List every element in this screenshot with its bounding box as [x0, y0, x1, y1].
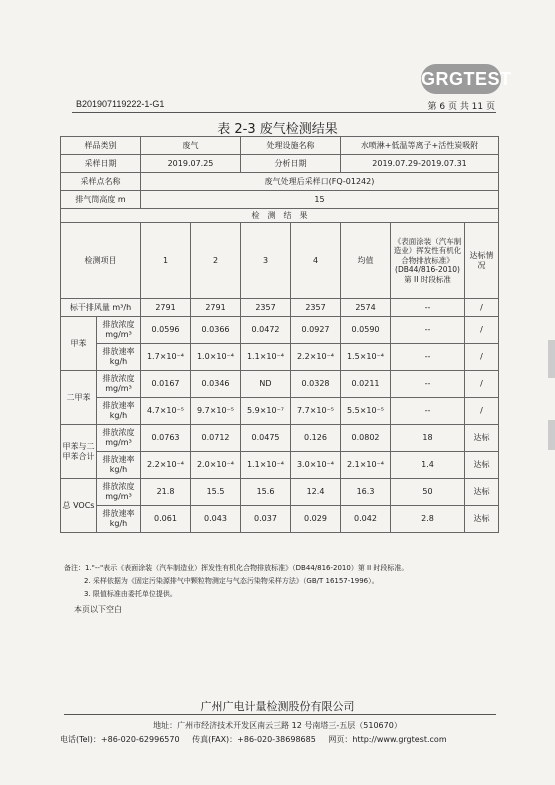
measurement-value: 1.1×10⁻⁴	[241, 344, 291, 371]
measurement-value: 2.2×10⁻⁴	[141, 452, 191, 479]
measurement-value: 3.0×10⁻⁴	[291, 452, 341, 479]
footer-company: 广州广电计量检测股份有限公司	[200, 700, 355, 713]
scan-edge-mark	[548, 340, 555, 378]
measurement-value: 0.043	[191, 506, 241, 533]
parameter-label: 排放浓度 mg/m³	[97, 317, 141, 344]
measurement-value: 16.3	[341, 479, 391, 506]
standard-limit: 50	[391, 479, 465, 506]
measurement-value: 1.1×10⁻⁴	[241, 452, 291, 479]
flow-value: 2357	[241, 299, 291, 317]
note-1: 备注：1."--"表示《表面涂装（汽车制造业）挥发性有机化合物排放标准》（DB44/816-2010）第 II 时段标准。	[64, 564, 409, 572]
sample-type-value: 废气	[141, 137, 241, 155]
flow-label: 标干排风量 m³/h	[61, 299, 141, 317]
measurement-value: 21.8	[141, 479, 191, 506]
compliance-status: /	[465, 317, 499, 344]
table-title: 表 2-3 废气检测结果	[217, 122, 338, 137]
standard-limit: --	[391, 371, 465, 398]
pollutant-name: 甲苯与二甲苯合计	[61, 425, 97, 479]
parameter-label: 排放速率 kg/h	[97, 452, 141, 479]
note-3: 3. 限值标准由委托单位提供。	[84, 590, 177, 598]
results-header: 检 测 结 果	[61, 209, 499, 223]
logo-text: GRGTEST	[421, 69, 512, 89]
measurement-value: ND	[241, 371, 291, 398]
measurement-value: 0.0346	[191, 371, 241, 398]
measurement-value: 2.2×10⁻⁴	[291, 344, 341, 371]
flow-standard: --	[391, 299, 465, 317]
facility-value: 水喷淋+低温等离子+活性炭吸附	[341, 137, 499, 155]
item-header: 检测项目	[61, 223, 141, 299]
column-header-mean: 均值	[341, 223, 391, 299]
standard-limit: 18	[391, 425, 465, 452]
footer-fax: 传真(FAX)：+86-020-38698685	[192, 735, 316, 744]
measurement-value: 12.4	[291, 479, 341, 506]
standard-header: 《表面涂装（汽车制造业）挥发性有机化合物排放标准》(DB44/816-2010)第 II 时段标准	[391, 223, 465, 299]
compliance-header: 达标情况	[465, 223, 499, 299]
compliance-status: 达标	[465, 479, 499, 506]
measurement-value: 2.0×10⁻⁴	[191, 452, 241, 479]
measurement-value: 0.029	[291, 506, 341, 533]
measurement-value: 1.7×10⁻⁴	[141, 344, 191, 371]
column-header-2: 2	[191, 223, 241, 299]
measurement-value: 0.0802	[341, 425, 391, 452]
measurement-value: 0.126	[291, 425, 341, 452]
parameter-label: 排放速率 kg/h	[97, 344, 141, 371]
grgtest-logo	[421, 64, 512, 94]
flow-value: 2357	[291, 299, 341, 317]
measurement-value: 0.0472	[241, 317, 291, 344]
parameter-label: 排放速率 kg/h	[97, 506, 141, 533]
standard-limit: --	[391, 317, 465, 344]
measurement-value: 0.0328	[291, 371, 341, 398]
sample-date-value: 2019.07.25	[141, 155, 241, 173]
measurement-value: 1.5×10⁻⁴	[341, 344, 391, 371]
pollutant-name: 总 VOCs	[61, 479, 97, 533]
header-rule	[72, 112, 496, 113]
stack-height-value: 15	[141, 191, 499, 209]
standard-limit: 2.8	[391, 506, 465, 533]
measurement-value: 0.061	[141, 506, 191, 533]
standard-limit: 1.4	[391, 452, 465, 479]
footer-address: 地址：广州市经济技术开发区南云三路 12 号南塔三-五层（510670）	[153, 721, 402, 730]
column-header-4: 4	[291, 223, 341, 299]
measurement-value: 0.0590	[341, 317, 391, 344]
analysis-date-value: 2019.07.29-2019.07.31	[341, 155, 499, 173]
note-2: 2. 采样依据为《固定污染源排气中颗粒物测定与气态污染物采样方法》（GB/T 16157-1996）。	[84, 577, 379, 585]
flow-value: 2791	[191, 299, 241, 317]
measurement-value: 0.0366	[191, 317, 241, 344]
measurement-value: 5.5×10⁻⁵	[341, 398, 391, 425]
measurement-value: 0.037	[241, 506, 291, 533]
flow-value: 2574	[341, 299, 391, 317]
parameter-label: 排放浓度 mg/m³	[97, 479, 141, 506]
pollutant-name: 二甲苯	[61, 371, 97, 425]
measurement-value: 1.0×10⁻⁴	[191, 344, 241, 371]
measurement-value: 0.0475	[241, 425, 291, 452]
compliance-status: /	[465, 344, 499, 371]
sampling-point-label: 采样点名称	[61, 173, 141, 191]
measurement-value: 7.7×10⁻⁵	[291, 398, 341, 425]
sample-date-label: 采样日期	[61, 155, 141, 173]
measurement-value: 0.0167	[141, 371, 191, 398]
notes	[64, 562, 408, 601]
measurement-value: 9.7×10⁻⁵	[191, 398, 241, 425]
measurement-value: 0.0763	[141, 425, 191, 452]
stack-height-label: 排气筒高度 m	[61, 191, 141, 209]
page-number: 第 6 页 共 11 页	[427, 102, 495, 112]
measurement-value: 0.0211	[341, 371, 391, 398]
flow-value: 2791	[141, 299, 191, 317]
flow-compliance: /	[465, 299, 499, 317]
scan-edge-mark	[548, 420, 555, 450]
measurement-value: 0.042	[341, 506, 391, 533]
footer-rule	[64, 714, 496, 715]
measurement-value: 0.0712	[191, 425, 241, 452]
measurement-value: 5.9×10⁻⁷	[241, 398, 291, 425]
footer-tel: 电话(Tel)：+86-020-62996570	[60, 735, 180, 744]
measurement-value: 15.5	[191, 479, 241, 506]
document-number: B201907119222-1-G1	[76, 99, 165, 109]
footer-web: 网页：http://www.grgtest.com	[328, 735, 447, 744]
sample-type-label: 样品类别	[61, 137, 141, 155]
parameter-label: 排放浓度 mg/m³	[97, 371, 141, 398]
compliance-status: /	[465, 398, 499, 425]
measurement-value: 0.0596	[141, 317, 191, 344]
column-header-3: 3	[241, 223, 291, 299]
measurement-value: 15.6	[241, 479, 291, 506]
compliance-status: 达标	[465, 452, 499, 479]
blank-below-note: 本页以下空白	[74, 605, 122, 614]
facility-label: 处理设施名称	[241, 137, 341, 155]
measurement-value: 0.0927	[291, 317, 341, 344]
compliance-status: 达标	[465, 506, 499, 533]
standard-limit: --	[391, 344, 465, 371]
compliance-status: /	[465, 371, 499, 398]
parameter-label: 排放浓度 mg/m³	[97, 425, 141, 452]
standard-limit: --	[391, 398, 465, 425]
measurement-value: 2.1×10⁻⁴	[341, 452, 391, 479]
footer-contact	[60, 734, 457, 745]
exhaust-gas-results-table	[60, 136, 499, 533]
parameter-label: 排放速率 kg/h	[97, 398, 141, 425]
measurement-value: 4.7×10⁻⁵	[141, 398, 191, 425]
column-header-1: 1	[141, 223, 191, 299]
sampling-point-value: 废气处理后采样口(FQ-01242)	[141, 173, 499, 191]
compliance-status: 达标	[465, 425, 499, 452]
pollutant-name: 甲苯	[61, 317, 97, 371]
analysis-date-label: 分析日期	[241, 155, 341, 173]
